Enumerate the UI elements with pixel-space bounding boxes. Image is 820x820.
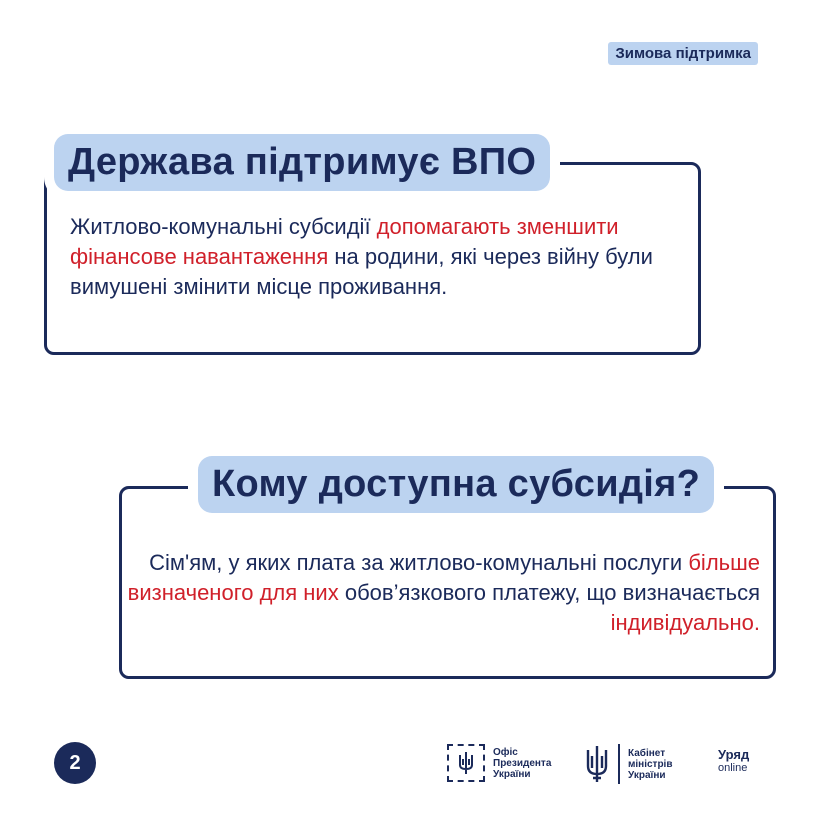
- office-line-3: України: [493, 768, 531, 780]
- cabinet-of-ministers-logo: [584, 744, 673, 784]
- paragraph-text: Сім'ям, у яких плата за житлово-комунальні послуги: [149, 550, 689, 575]
- paragraph-text: на родини, які через війну були вимушені змінити місце проживання.: [70, 244, 653, 299]
- cabinet-line-1: Кабінет: [628, 747, 666, 759]
- topic-tag: Зимова підтримка: [608, 42, 758, 65]
- page-number-badge: 2: [54, 742, 96, 784]
- highlight-text: більше визначеного для них: [127, 550, 760, 605]
- trident-icon: [447, 744, 485, 782]
- paragraph-text: Житлово-комунальні субсидії: [70, 214, 377, 239]
- section-heading-state-supports: Держава підтримує ВПО: [54, 134, 550, 191]
- highlight-text: допомагають зменшити фінансове навантаження: [70, 214, 619, 269]
- paragraph-text: обов’язкового платежу, що визначається: [338, 580, 760, 605]
- uryad-title: Уряд: [718, 747, 750, 762]
- uryad-subtitle: online: [718, 762, 748, 774]
- president-office-logo: [447, 744, 551, 782]
- section-paragraph-who-eligible: [120, 548, 760, 638]
- section-paragraph-state-supports: [70, 212, 680, 302]
- office-line-2: Президента: [493, 757, 552, 769]
- uryad-online-logo: [718, 748, 749, 774]
- cabinet-line-3: України: [628, 769, 666, 781]
- highlight-text: індивідуально.: [610, 610, 760, 635]
- trident-icon: [584, 744, 610, 784]
- logo-divider: [618, 744, 620, 784]
- cabinet-line-2: міністрів: [628, 758, 673, 770]
- office-line-1: Офіс: [493, 746, 518, 758]
- section-heading-who-eligible: Кому доступна субсидія?: [198, 456, 714, 513]
